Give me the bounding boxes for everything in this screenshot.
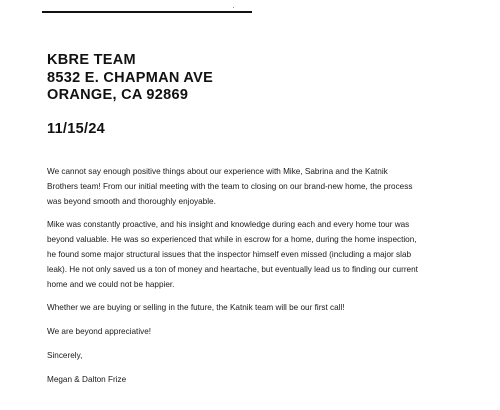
text-line: Brothers team! From our initial meeting with the team to closing on our brand-new home, the process [47, 182, 413, 191]
top-rule [42, 11, 252, 13]
text-line: Mike was constantly proactive, and his insight and knowledge during each and every home tour was [47, 220, 410, 229]
address-line-name: KBRE TEAM [47, 52, 136, 68]
text-line: was beyond smooth and thoroughly enjoyable. [47, 197, 216, 206]
paragraph-mike [47, 217, 487, 292]
paragraph-experience [47, 164, 487, 209]
signature: Megan & Dalton Frize [47, 375, 127, 384]
closing: Sincerely, [47, 351, 83, 360]
text-line: he found some major structural issues that the inspector himself even missed (including a major slab [47, 250, 412, 259]
paragraph-future: Whether we are buying or selling in the future, the Katnik team will be our first call! [47, 303, 345, 312]
letter-date: 11/15/24 [47, 121, 106, 137]
paragraph-appreciation: We are beyond appreciative! [47, 327, 152, 336]
letter-body [47, 164, 487, 387]
address-line-city: ORANGE, CA 92869 [47, 87, 189, 103]
recipient-address [47, 52, 213, 105]
scan-speck [233, 7, 234, 8]
text-line: leak). He not only saved us a ton of money and heartache, but eventually lead us to finding our current [47, 265, 418, 274]
text-line: We cannot say enough positive things about our experience with Mike, Sabrina and the Katnik [47, 167, 388, 176]
text-line: beyond valuable. He was so experienced that while in escrow for a home, during the home inspection, [47, 235, 417, 244]
address-line-street: 8532 E. CHAPMAN AVE [47, 69, 214, 86]
text-line: home and we could not be happier. [47, 280, 175, 289]
